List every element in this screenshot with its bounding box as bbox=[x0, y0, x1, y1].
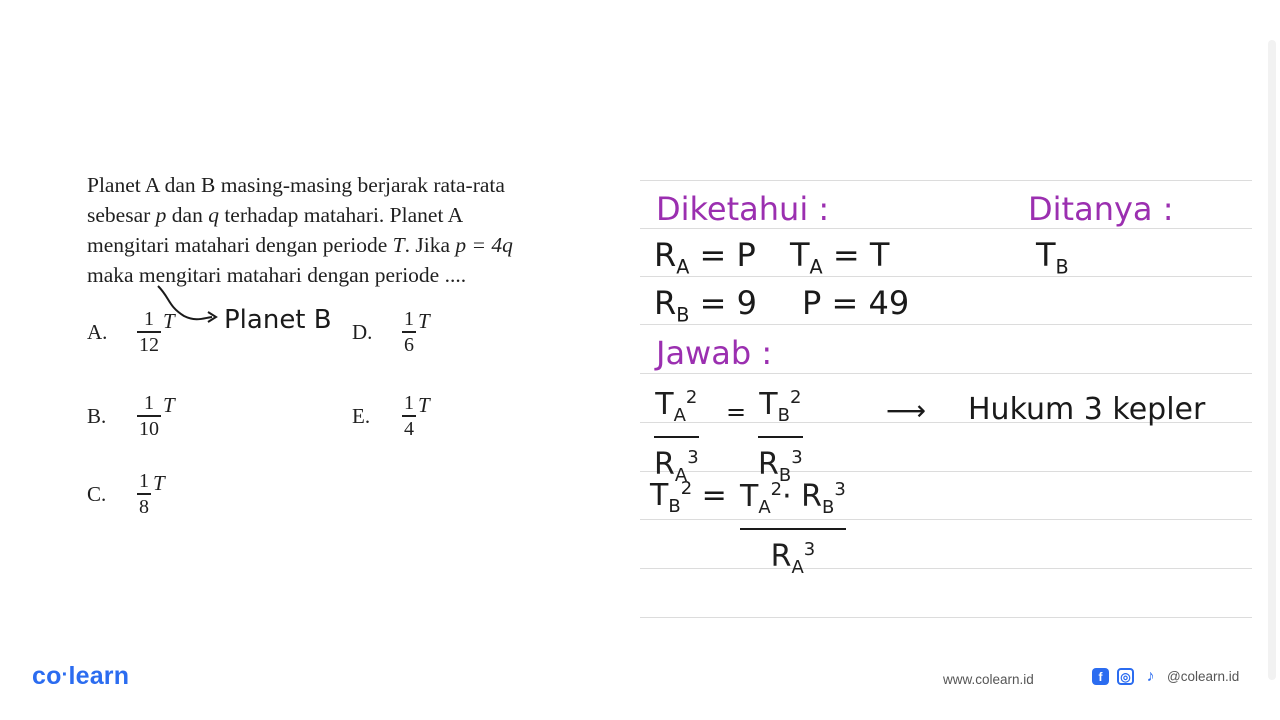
ratio-b-bottom: $R_B^3$ bbox=[758, 447, 803, 486]
math-p: p bbox=[155, 203, 167, 227]
ruled-line bbox=[640, 373, 1252, 374]
tb-formula-bottom: $R_A^3$ bbox=[770, 539, 816, 578]
option-letter: A. bbox=[87, 319, 108, 344]
option-variable: T bbox=[163, 392, 175, 417]
ruled-line bbox=[640, 471, 1252, 472]
fraction-bar bbox=[758, 436, 803, 438]
option-letter: E. bbox=[352, 403, 371, 428]
fraction-denominator: 10 bbox=[139, 417, 159, 440]
fraction-numerator: 1 bbox=[139, 470, 149, 493]
option-e[interactable] bbox=[352, 386, 430, 446]
option-variable: T bbox=[163, 308, 175, 333]
option-fraction bbox=[137, 307, 161, 357]
diketahui-heading: Diketahui : bbox=[656, 190, 830, 228]
fraction-denominator: 12 bbox=[139, 333, 159, 356]
arrow-icon: ⟶ bbox=[886, 394, 927, 427]
rb-value: = 9 bbox=[699, 284, 757, 322]
option-b[interactable] bbox=[87, 386, 175, 446]
p-equation: P = 49 bbox=[802, 284, 910, 322]
rb-equation: $R_B = 9$ bbox=[654, 284, 757, 327]
tb-formula-fraction bbox=[740, 472, 846, 586]
logo-part: learn bbox=[68, 662, 130, 690]
option-c[interactable] bbox=[87, 464, 165, 524]
ratio-b-top: $T_B^2$ bbox=[759, 387, 802, 426]
logo-part: co bbox=[32, 662, 62, 690]
math-q: q bbox=[208, 203, 219, 227]
hukum-kepler-note: Hukum 3 kepler bbox=[968, 392, 1206, 427]
option-fraction bbox=[137, 469, 151, 519]
fraction-numerator: 1 bbox=[144, 392, 154, 415]
option-variable: T bbox=[153, 470, 165, 495]
fraction-denominator: 6 bbox=[404, 333, 414, 356]
ra-equation: $R_A = P$ bbox=[654, 236, 756, 279]
text-segment: dan bbox=[166, 203, 209, 227]
text-segment: . Jika bbox=[404, 233, 456, 257]
facebook-icon[interactable]: f bbox=[1092, 668, 1109, 685]
text-segment: sebesar bbox=[87, 203, 156, 227]
option-letter: C. bbox=[87, 481, 107, 506]
option-letter: D. bbox=[352, 319, 373, 344]
social-handle[interactable]: @colearn.id bbox=[1167, 669, 1240, 684]
option-fraction bbox=[402, 391, 416, 441]
text-segment: mengitari matahari dengan periode bbox=[87, 233, 393, 257]
fraction-numerator: 1 bbox=[404, 308, 414, 331]
tb-formula-top: $T_A^2\cdot R_B^3$ bbox=[740, 479, 846, 518]
ratio-a bbox=[654, 380, 699, 494]
ratio-a-top: $T_A^2$ bbox=[655, 387, 698, 426]
math-T: T bbox=[392, 233, 405, 257]
fraction-denominator: 4 bbox=[404, 417, 414, 440]
option-fraction bbox=[137, 391, 161, 441]
option-letter: B. bbox=[87, 403, 107, 428]
ditanya-heading: Ditanya : bbox=[1028, 190, 1174, 228]
website-link[interactable]: www.colearn.id bbox=[943, 672, 1034, 687]
option-variable: T bbox=[418, 392, 430, 417]
ta-value: = T bbox=[832, 236, 890, 274]
fraction-bar bbox=[654, 436, 699, 438]
colearn-logo[interactable] bbox=[32, 662, 129, 691]
logo-dot: · bbox=[61, 664, 69, 686]
ruled-line bbox=[640, 519, 1252, 520]
ruled-line bbox=[640, 180, 1252, 181]
tb-symbol: T bbox=[1036, 236, 1056, 274]
instagram-icon[interactable]: ◎ bbox=[1117, 668, 1134, 685]
question-line-3 bbox=[87, 230, 627, 260]
scrollbar[interactable] bbox=[1268, 40, 1276, 680]
tb-squared: $T_B^2$ = bbox=[650, 478, 727, 517]
fraction-bar bbox=[740, 528, 846, 530]
question-line-2 bbox=[87, 200, 627, 230]
tb-asked: $T_B$ bbox=[1036, 236, 1069, 279]
tiktok-icon[interactable]: ♪ bbox=[1146, 667, 1155, 685]
option-d[interactable] bbox=[352, 302, 430, 362]
planet-b-annotation: Planet B bbox=[224, 305, 332, 335]
social-links bbox=[1092, 668, 1239, 685]
ra-value: = P bbox=[699, 236, 756, 274]
fraction-numerator: 1 bbox=[404, 392, 414, 415]
ruled-line bbox=[640, 228, 1252, 229]
ta-equation: $T_A = T$ bbox=[790, 236, 890, 279]
text-segment: terhadap matahari. Planet A bbox=[218, 203, 464, 227]
math-equation: p = 4q bbox=[455, 233, 513, 257]
question-line-4: maka mengitari matahari dengan periode .... bbox=[87, 263, 467, 287]
equals-sign: = bbox=[726, 398, 747, 426]
ruled-line bbox=[640, 568, 1252, 569]
jawab-heading: Jawab : bbox=[656, 334, 773, 372]
option-variable: T bbox=[418, 308, 430, 333]
question-line-1: Planet A dan B masing-masing berjarak rata-rata bbox=[87, 173, 505, 197]
fraction-denominator: 8 bbox=[139, 495, 149, 518]
ratio-a-bottom: $R_A^3$ bbox=[654, 447, 699, 486]
fraction-numerator: 1 bbox=[144, 308, 154, 331]
ruled-line bbox=[640, 617, 1252, 618]
option-fraction bbox=[402, 307, 416, 357]
question-text bbox=[87, 170, 627, 290]
option-a[interactable] bbox=[87, 302, 175, 362]
